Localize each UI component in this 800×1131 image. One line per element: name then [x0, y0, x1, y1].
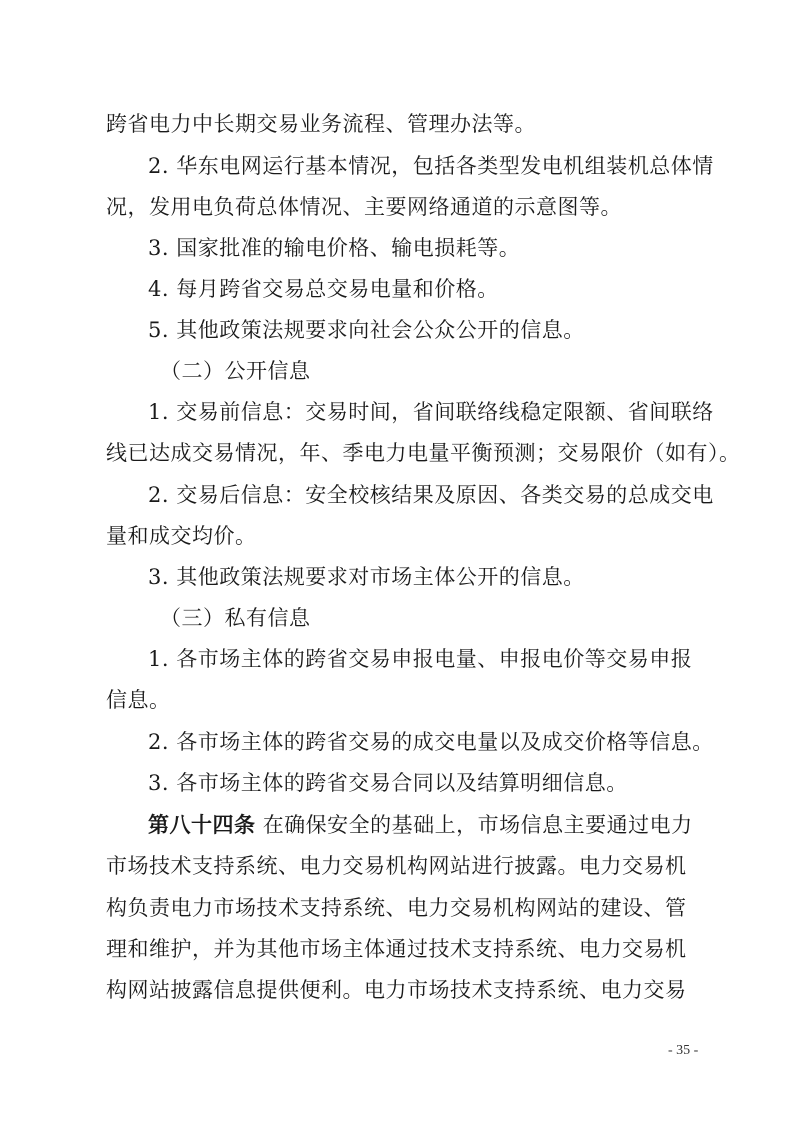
article-heading: 第八十四条	[148, 812, 256, 837]
text-line: 信息。	[106, 688, 171, 712]
article-text: 在确保安全的基础上，市场信息主要通过电力	[262, 813, 693, 837]
text-line: 2. 华东电网运行基本情况，包括各类型发电机组装机总体情	[148, 154, 714, 178]
text-line: 3. 各市场主体的跨省交易合同以及结算明细信息。	[148, 771, 628, 795]
text-line: 跨省电力中长期交易业务流程、管理办法等。	[106, 112, 536, 136]
text-line: 5. 其他政策法规要求向社会公众公开的信息。	[148, 318, 585, 342]
article-first-line	[148, 810, 693, 840]
text-line: 2. 交易后信息：安全校核结果及原因、各类交易的总成交电	[148, 483, 714, 507]
text-line: 3. 国家批准的输电价格、输电损耗等。	[148, 236, 521, 260]
text-line: 3. 其他政策法规要求对市场主体公开的信息。	[148, 565, 585, 589]
text-line: 构负责电力市场技术支持系统、电力交易机构网站的建设、管	[106, 896, 687, 920]
page-number: - 35 -	[668, 1043, 699, 1058]
section-heading: （三）私有信息	[160, 606, 311, 630]
text-line: 构网站披露信息提供便利。电力市场技术支持系统、电力交易	[106, 978, 687, 1002]
text-line: 2. 各市场主体的跨省交易的成交电量以及成交价格等信息。	[148, 730, 714, 754]
text-line: 1. 各市场主体的跨省交易申报电量、申报电价等交易申报	[148, 647, 693, 671]
text-line: 市场技术支持系统、电力交易机构网站进行披露。电力交易机	[106, 854, 687, 878]
section-heading: （二）公开信息	[160, 359, 311, 383]
text-line: 4. 每月跨省交易总交易电量和价格。	[148, 277, 499, 301]
text-line: 线已达成交易情况，年、季电力电量平衡预测；交易限价（如有）。	[106, 441, 741, 465]
text-line: 1. 交易前信息：交易时间，省间联络线稳定限额、省间联络	[148, 400, 714, 424]
text-line: 理和维护，并为其他市场主体通过技术支持系统、电力交易机	[106, 937, 687, 961]
text-line: 况，发用电负荷总体情况、主要网络通道的示意图等。	[106, 195, 622, 219]
text-line: 量和成交均价。	[106, 524, 257, 548]
